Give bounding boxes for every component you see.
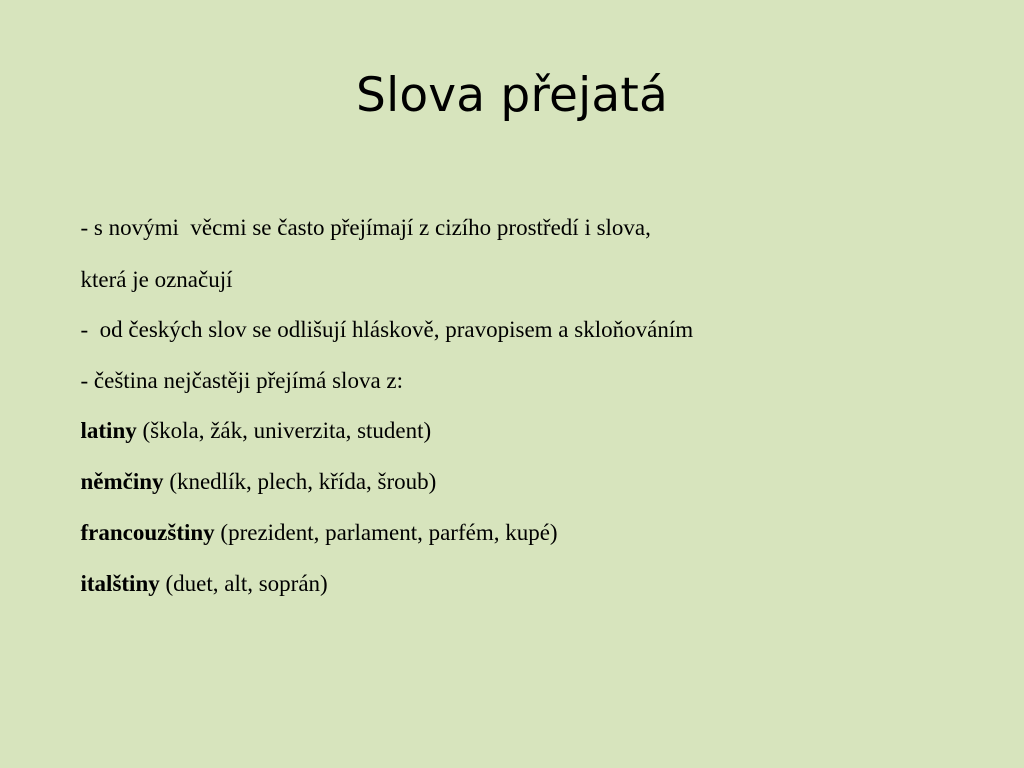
language-examples: (prezident, parlament, parfém, kupé)	[214, 520, 558, 545]
language-examples: (duet, alt, soprán)	[159, 571, 328, 596]
body-line-text: - s novými věcmi se často přejímají z cizího prostředí i slova,	[80, 215, 651, 240]
language-name: italštiny	[80, 571, 160, 596]
language-name: latiny	[80, 418, 137, 443]
language-examples: (knedlík, plech, křída, šroub)	[163, 469, 437, 494]
body-line-text: - od českých slov se odlišují hláskově, pravopisem a skloňováním	[80, 317, 694, 342]
slide-title: Slova přejatá	[356, 68, 668, 123]
body-line-text: - čeština nejčastěji přejímá slova z:	[80, 368, 404, 393]
language-examples: (škola, žák, univerzita, student)	[136, 418, 432, 443]
language-line-italian	[46, 524, 328, 644]
language-name: francouzštiny	[80, 520, 215, 545]
language-name: němčiny	[80, 469, 164, 494]
body-line-text: která je označují	[80, 267, 233, 292]
